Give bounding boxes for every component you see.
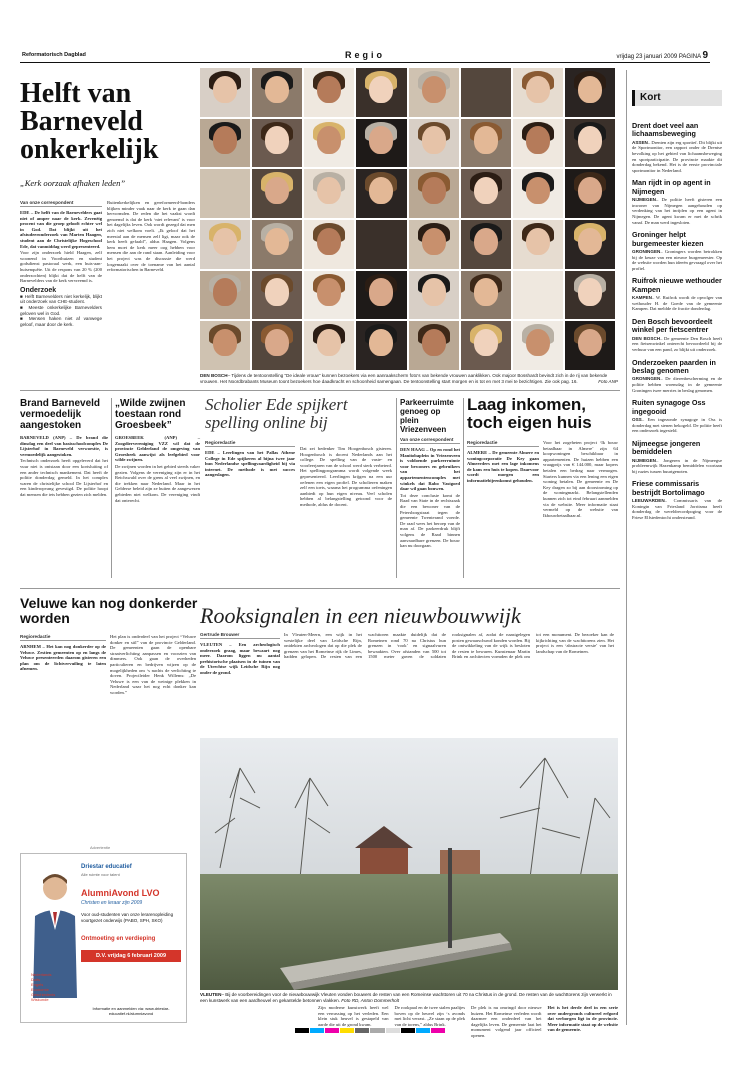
article-brand — [20, 398, 108, 499]
face-shape — [474, 329, 498, 356]
face-shape — [369, 126, 393, 153]
woman-portrait — [356, 68, 406, 117]
column-rule — [111, 398, 112, 578]
article-zwijnen — [115, 398, 200, 504]
woman-portrait — [304, 119, 354, 168]
face-shape — [422, 329, 446, 356]
kort-item-title: Onderzoeken paarden in beslag genomen — [632, 357, 716, 375]
rook-headline: Rooksignalen in een nieuwbouwwijk — [200, 603, 521, 628]
women-photo-grid — [200, 68, 615, 370]
rook-lead: VLEUTEN – Een archeologisch onderzoek graag, maar bewaart nog meer. Daarom liggen nu aantal prehistorische plaatsen in de tuinen van de Utrechtse wijk Leidsche Rijn nog onder de grond. — [200, 642, 280, 675]
woman-portrait — [200, 68, 250, 117]
kort-item-text: NIJMEGEN– Jongeren in de Nijmeegse probleemwijk Hazenkamp bemiddelen voortaan bij ruzies tussen buurtgenoten. — [632, 457, 722, 474]
box-item: ■ Helft Barnevelders niet kerkelijk, blijkt uit onderzoek van CHE-student. — [20, 293, 102, 305]
woman-portrait — [252, 321, 302, 370]
kort-item-title: Den Bosch bevoordeelt winkel per fietscentrer — [632, 316, 713, 335]
woman-portrait — [356, 119, 406, 168]
face-shape — [526, 177, 550, 204]
column-rule — [463, 398, 464, 578]
face-shape — [422, 76, 446, 103]
face-shape — [526, 126, 550, 153]
woman-portrait — [409, 68, 459, 117]
article-parkeer — [400, 398, 460, 550]
face-shape — [213, 76, 237, 103]
kort-item-title: Friese commissaris bestrijdt Bortolimago — [632, 479, 705, 497]
face-shape — [265, 329, 289, 356]
woman-portrait — [356, 271, 406, 320]
rook-paragraph: De plek is nu omringd door nieuwe huizen. Het Romeinse verleden wordt daarmee een onderdeel van het dagelijks leven. De gemeente laat het monument volgend jaar officieel openen. — [471, 1005, 542, 1038]
face-shape — [265, 177, 289, 204]
kort-item-text: ASSEN– Drenten zijn erg sportief. Dit blijkt uit de Sportmonitor, een rapport onder de Drentse bevolking op het gebied van lichaamsbeweging en sportparticipatie. De provincie maakte dit donderdag bekend. Het is de eerste provinciale sportmonitor in Nederland. — [632, 139, 722, 173]
woman-portrait — [461, 271, 511, 320]
parkeer-text: Tot deze conclusie komt de Raad van State in de rechtszaak die een bewoner van de Petersborgstraat tegen de gemeente Twenterand voerde. De raad wees het beroep van de man af. De parkeerdruk blijft volgens de Raad binnen aanvaardbare grenzen. De bouw kan nu doorgaan. — [400, 492, 460, 549]
woman-portrait — [409, 169, 459, 218]
section-title: Regio — [345, 50, 386, 60]
face-shape — [578, 228, 602, 255]
woman-portrait — [565, 220, 615, 269]
woman-portrait — [565, 271, 615, 320]
woman-portrait — [461, 68, 511, 117]
ad-tagline: Alle ruimte voor talent — [81, 872, 120, 877]
face-shape — [578, 278, 602, 305]
laag-byline: Regioredactie — [467, 440, 539, 447]
woman-portrait — [409, 271, 459, 320]
woman-portrait — [304, 220, 354, 269]
zwijnen-headline: „Wilde zwijnen toestaan rond Groesbeek” — [115, 398, 186, 431]
woman-portrait — [461, 169, 511, 218]
ad-theme: Ontmoeting en verdieping — [81, 936, 156, 942]
parkeer-lead: DEN HAAG – Op en rond het Manitobaplein in Vriezenveen is voldoende parkeerruimte voor bewoners en gebruikers van het appartementencomplex met winkels dat Rabo Vastgoed daar wil gaan bouwen. — [400, 447, 460, 492]
box-list — [20, 294, 102, 328]
face-shape — [213, 228, 237, 255]
kort-label: Kort — [632, 90, 722, 106]
rook-series-note: Het is het derde deel in een serie over ondergronds cultureel erfgoed dat verborgen ligt in de provincie. Meer informatie staat op de website van de gemeente. — [547, 1005, 618, 1033]
ad-event-sub: Christen en leraar zijn 2009 — [81, 900, 143, 906]
brand-text: Technisch onderzoek heeft opgeleverd dat het vuur niet is ontstaan door een kortsluiting of een ander technisch mankement. Dat heeft de politie donderdag gemeld. In het complex waren de christelijke school De Lijsterhof en een kinderopvang gevestigd. De politie hoopt dat mensen die iets hebben gezien zich melden. — [20, 458, 108, 497]
face-shape — [474, 126, 498, 153]
face-shape — [369, 329, 393, 356]
face-shape — [474, 228, 498, 255]
woman-portrait — [252, 220, 302, 269]
veluwe-column-1 — [20, 634, 106, 673]
page-date: vrijdag 23 januari 2009 PAGINA 9 — [616, 50, 708, 61]
face-shape — [265, 126, 289, 153]
face-shape — [369, 177, 393, 204]
kort-item-title: Nijmeegse jongeren bemiddelen — [632, 438, 701, 457]
face-shape — [265, 76, 289, 103]
color-registration-bar — [295, 1028, 445, 1033]
lead-column-1 — [20, 200, 102, 327]
veluwe-headline: Veluwe kan nog donkerder worden — [20, 595, 198, 626]
face-shape — [369, 76, 393, 103]
ad-info: Voor oud-studenten van onze lerarenopleiding voortgezet onderwijs (PABO, SPH, SKO) — [81, 912, 174, 923]
face-shape — [526, 228, 550, 255]
woman-portrait — [409, 220, 459, 269]
woman-portrait — [200, 169, 250, 218]
face-shape — [578, 177, 602, 204]
scholier-headline: Scholier Ede spijkert spelling online bij — [205, 395, 348, 432]
face-shape — [474, 177, 498, 204]
ad-brand: Driestar educatief — [81, 864, 132, 870]
laag-headline: Laag inkomen, toch eigen huis — [467, 395, 592, 432]
face-shape — [317, 329, 341, 356]
face-shape — [317, 76, 341, 103]
kort-item-text: NIJMEGEN– De politie heeft gisteren een inwoner van Nijmegen aangehouden op verdenking van het inrijden op een agent in Nijmegen. De agent kwam er met de schrik vanaf. De man werd ingesloten. — [632, 197, 722, 225]
ad-date-banner[interactable]: D.V. vrijdag 6 februari 2009 — [81, 950, 181, 962]
ad-tag: Advertentie — [90, 845, 111, 850]
woman-portrait — [409, 321, 459, 370]
ad-event: AlumniAvond LVO — [81, 888, 160, 898]
photo-caption: DEN BOSCH– Tijdens de tentoonstelling “De ideale vrouw” kunnen bezoekers via een aanraakscherm foto’s van bekende vrouwen aanklikken. Ook majoor Bosshardt bevindt zich in de rij van bekende vrouwen. Het Noordbrabants Museum toont bezoekers hoe daadkracht en schoonheid samengaan. De tentoonstelling start morgen en is tot en met 3 mei te bezichtigen. Zie ook pag. 16. Foto ANP — [200, 373, 618, 384]
woman-portrait — [461, 321, 511, 370]
rook-paragraph: De rookpaal en de twee stalen paaltjes boven op de heuvel zijn ‘s avonds met licht verrast. „Ze staan op de plek van de torens,” aldus Brink. — [394, 1005, 465, 1027]
section-divider — [20, 390, 620, 391]
driestar-advertisement[interactable] — [20, 853, 187, 1023]
scholier-column-1 — [205, 440, 295, 479]
woman-portrait — [461, 119, 511, 168]
header-rule — [20, 62, 710, 63]
laag-column-1 — [467, 440, 539, 485]
column-rule — [626, 70, 627, 1025]
parkeer-headline: Parkeerruimte genoeg op plein Vriezenveen — [400, 398, 454, 434]
laag-text: Voor het zogeheten project ‘Ik bouw betaalbaar in Almere’ zijn 64 koopwoningen beschikbaar in appartementen. De huizen hebben een vraagprijs van € 144.000, maar kopers betalen een bedrag naar vermogen. Starters kunnen via een lening een eigen woning betalen. De gemeente en De Key dragen zo bij aan doorstroming op de woningmarkt. Belangstellenden kunnen zich tot eind februari aanmelden via de website. Meer informatie staat vermeld op de website van Ikbouwbetaalbaar.nl. — [543, 440, 618, 518]
face-shape — [317, 177, 341, 204]
face-shape — [578, 76, 602, 103]
woman-portrait — [252, 68, 302, 117]
woman-portrait — [565, 169, 615, 218]
face-shape — [422, 278, 446, 305]
kort-item-title: Drent doet veel aan lichaamsbeweging — [632, 121, 699, 139]
veluwe-lead: ARNHEM – Het kan nog donkerder op de Veluwe. Zestien gemeenten op en langs de Veluwe presenteerden daarom gisteren een plan om de lichtvervuiling te laten afnemen. — [20, 644, 106, 672]
woman-portrait — [513, 119, 563, 168]
section-divider — [20, 588, 620, 589]
woman-portrait — [200, 220, 250, 269]
scholier-column-2 — [300, 446, 392, 509]
kort-item-text: GRONINGEN– Groningers worden betrokken bij de keuze van een nieuwe burgemeester. Op de website worden hun ideeën gevraagd over het profiel. — [632, 248, 722, 271]
lead-intro: EDE – De helft van de Barnevelders gaat niet of amper naar de kerk. Zevenëig procent van die groep gelooft echter wel in God. Dat blijkt uit het afstudeeronderzoek van Marten Haagen, student aan de Christelijke Hogeschool Ede, dat vanmiddag werd gepresenteerd. — [20, 210, 102, 249]
lead-column-2 — [107, 200, 195, 274]
veluwe-column-2 — [110, 634, 196, 697]
face-shape — [213, 278, 237, 305]
zwijnen-text: De zwijnen worden in het gebied steeds vaker gezien. Volgens de vereniging zijn er in het Reichswald over de grens al veel zwijnen, en die trekken naar Nederland. Maar in het Gelderse beleid zijn ze buiten de aangewezen gebieden niet welkom. De vereniging vindt dat onterecht. — [115, 463, 200, 503]
monument-photo — [200, 738, 618, 990]
face-shape — [474, 278, 498, 305]
rook-text: In Vleuten-Meern, een wijk in het westelijke deel van Leidsche Rijn, ontdekten archeologen dat op die plek de grenzen van het Romeinse rijk de Limes, hadden gelopen. De resten van een wachttoren maakte duidelijk dat de Romeinen rond 70 na Christus hun grenzen in ‘rook’ en signaalvuren bewaakten. Over afstanden van 500 tot 1500 meter gaven de soldaten rooksignalen af, zodat de naastgelegen posten gewaarschuwd konden worden. Bij de ontwikkeling van de wijk is besloten de resten te bewaren. Kunstenaar Martin Brink en architecten vormden de plek om tot een monument. De bezoeker kan de kijkrichting van de wachttorens zien. Het project is een ‘abstracte versie’ van het landschap van de Romeinen. — [284, 632, 614, 660]
kort-item-text: KAMPEN– W. Ruifrok wordt de opvolger van wethouder H. de Goede van de gemeente Kampen. Dat meldde de fractie donderdag. — [632, 295, 722, 312]
face-shape — [422, 228, 446, 255]
kort-item-text: DEN BOSCH– De gemeente Den Bosch heeft een fietsenwinkel onterecht bevoordeeld bij de verhuur van een pand, zo blijkt uit onderzoek. — [632, 335, 722, 352]
face-shape — [422, 126, 446, 153]
woman-portrait — [304, 271, 354, 320]
woman-portrait — [304, 68, 354, 117]
paper-name: Reformatorisch Dagblad — [22, 52, 86, 58]
box-item: ■ Mensen haken niet af vanwege geloof, maar door de kerk. — [20, 316, 102, 327]
laag-lead: ALMERE – De gemeente Almere en woningcorporatie De Key gaan Almeerders met een lage inkomens de kans een huis te kopen. Daarvoor wordt morgen een informatiebijeenkomst gehouden. — [467, 450, 539, 483]
brand-headline: Brand Barneveld vermoedelijk aangestoken — [20, 398, 101, 431]
kort-item-text: LEEUWARDEN– Commissaris van de Koningin van Friesland Jorritsma heeft donderdag de wereldrecordpoging voor de Friese Elfstedentocht ondersteund. — [632, 498, 722, 520]
face-shape — [526, 329, 550, 356]
woman-portrait — [304, 321, 354, 370]
woman-portrait — [461, 220, 511, 269]
column-rule — [396, 398, 397, 578]
parkeer-byline: Van onze correspondent — [400, 437, 460, 444]
kort-item-title: Ruiten synagoge Oss ingegooid — [632, 398, 706, 416]
lead-paragraph: Voor zijn onderzoek hield Haagen, zelf woonend in Voorthuizen en student godsdienst pastoraal werk, een huis-aan-huisenquête. Uit de respons van 20 % (200 onderzochten) blijkt dat de helft van de Barnevelders van de kerk vervreemd is. — [20, 250, 102, 284]
face-shape — [265, 228, 289, 255]
face-shape — [265, 278, 289, 305]
woman-portrait — [409, 119, 459, 168]
face-shape — [422, 177, 446, 204]
face-shape — [213, 126, 237, 153]
woman-portrait — [252, 271, 302, 320]
woman-portrait — [356, 321, 406, 370]
ad-subjects: Nederlands Duits Engels Economie Geschiedenis Wiskunde — [31, 972, 56, 1002]
woman-portrait — [356, 169, 406, 218]
kort-item-title: Man rijdt in op agent in Nijmegen — [632, 178, 711, 196]
box-item: ■ Meeste onkerkelijke Barnevelders geloven wel in God. — [20, 304, 102, 316]
lead-paragraph: Buitenkerkelijken en gereformeerd-bonders blijken minder vaak naar de kerk te gaan dan hervormden. De reden die het vaakst wordt genoemd is dat de kerk ‘niet relevant’ is voor het dagelijks leven. Ook wordt gezegd dat men zich niet welkom voelt. „Ik geloof dat het meestal aan de mensen zelf ligt, maar ook de kerk heeft gefaald”, aldus Haagen. Volgens hem moet de kerk meer oog hebben voor mensen die aan de rand staan. Aanleiding voor het project was de discussie die werd losgemaakt over de toename van het aantal reformatorischen in Barneveld. — [107, 200, 195, 273]
face-shape — [317, 278, 341, 305]
box-title: Onderzoek — [20, 286, 57, 294]
kort-item-text: GRONINGEN– De dierenbescherming en de politie hebben woensdag in de gemeente Groningen twee merries in beslag genomen. — [632, 376, 722, 393]
woman-portrait — [200, 119, 250, 168]
scholier-byline: Regioredactie — [205, 440, 295, 447]
face-shape — [578, 329, 602, 356]
lead-headline: Helft van Barneveld onkerkelijk — [20, 78, 159, 165]
woman-portrait — [200, 321, 250, 370]
woman-portrait — [513, 68, 563, 117]
lead-byline: Van onze correspondent — [20, 200, 102, 207]
rook-paragraph: Zijn moderne kunstwerk heeft wel een verrassing op het verleden. Een klein stuk heuvel is gestapeld van aarde die uit de grond kwam. — [318, 1005, 389, 1027]
woman-portrait — [200, 271, 250, 320]
woman-portrait — [304, 169, 354, 218]
scholier-text: Dat zei bedenker Tim Hoogenbosch gisteren. Hoogenbosch is docent Nederlands aan het college. De spelling van de vaste- en voorleerjaren van de school werd sterk verbeterd. Het spellingprogramma wordt volgende week gepresenteerd. Leerlingen krijgen na een uur oefenen een eigen profiel. De scholieren maken zelf een toets, waarna het programma oefeningen aanbiedt op hun eigen niveau. Veel scholen hebben al belangstelling getoond voor de methode, aldus de docent. — [300, 446, 392, 507]
ad-contact[interactable]: Informatie en aanmelden via: www.driestar-educatief.nl/alumniavond — [92, 1006, 170, 1016]
woman-portrait — [513, 220, 563, 269]
woman-portrait — [252, 119, 302, 168]
woman-portrait — [356, 220, 406, 269]
rook-columns — [284, 632, 614, 734]
veluwe-byline: Regioredactie — [20, 634, 106, 641]
brand-lead: BARNEVELD (ANP) – De brand die dinsdag een deel van basisschoolcomplex De Lijsterhof in Barneveld verwoestte, is vermoedelijk aangestoken. — [20, 435, 108, 457]
woman-portrait — [252, 169, 302, 218]
woman-portrait — [565, 321, 615, 370]
rook-byline: Gertrude Brouwer — [200, 632, 280, 639]
kort-column — [632, 116, 722, 521]
kort-item-text: OSS– Een ingezonde synagoge in Oss is donderdag met stenen bekogeld. De politie heeft een onderzoek ingesteld. — [632, 416, 722, 434]
laag-column-2 — [543, 440, 618, 519]
rook-column-1 — [200, 632, 280, 677]
woman-portrait — [565, 68, 615, 117]
face-shape — [317, 126, 341, 153]
scholier-lead: EDE – Leerlingen van het Pallas Athene College in Ede spijkeren al bijna twee jaar hun Nederlandse spellingvaardigheid bij via internet. De methode is met succes aangeslagen. — [205, 450, 295, 478]
woman-portrait — [565, 119, 615, 168]
face-shape — [317, 228, 341, 255]
kort-item-title: Ruifrok nieuwe wethouder Kampen — [632, 276, 722, 294]
woman-portrait — [513, 169, 563, 218]
woman-portrait — [513, 321, 563, 370]
kort-item-title: Groninger helpt burgemeester kiezen — [632, 230, 704, 248]
face-shape — [213, 329, 237, 356]
face-shape — [526, 76, 550, 103]
veluwe-text: Het plan is onderdeel van het project “Veluwe donker en stil” van de provincie Gelderland. De gemeenten gaan de openbare straatverlichting aanpassen en voorzien van dimmers. Ook gaan de overheden particulieren en bedrijven wijzen op de mogelijkheden om ‘s nachts de verlichting te doven. Projectleider Henk Willems: „De Veluwe is een van de weinige plekken in Nederland waar het nog echt donker kan worden.” — [110, 634, 196, 695]
landscape-illustration — [200, 738, 618, 990]
photo2-caption: VLEUTEN– Bij de voorbereidingen voor de nieuwbouwwijk Vleuten vonden bouwers de resten van een Romeinse wachttoren uit 70 na Christus in de grond. De resten van de wachttorens zijn verwerkt in een kunstwerk van een aardheuvel en gekantelde betonnen vlakken. Foto RD, Anton Dommerholt — [200, 992, 612, 1003]
face-shape — [578, 126, 602, 153]
lead-subheadline: „Kerk oorzaak afhaken leden” — [20, 178, 126, 188]
zwijnen-lead: GROESBEEK (ANP) – Zoogdiervereniging VZZ wil dat de provincie Gelderland de omgeving van Groesbeek aanwijst als leefgebied voor wilde zwijnen. — [115, 435, 200, 463]
face-shape — [369, 278, 393, 305]
woman-portrait — [513, 271, 563, 320]
